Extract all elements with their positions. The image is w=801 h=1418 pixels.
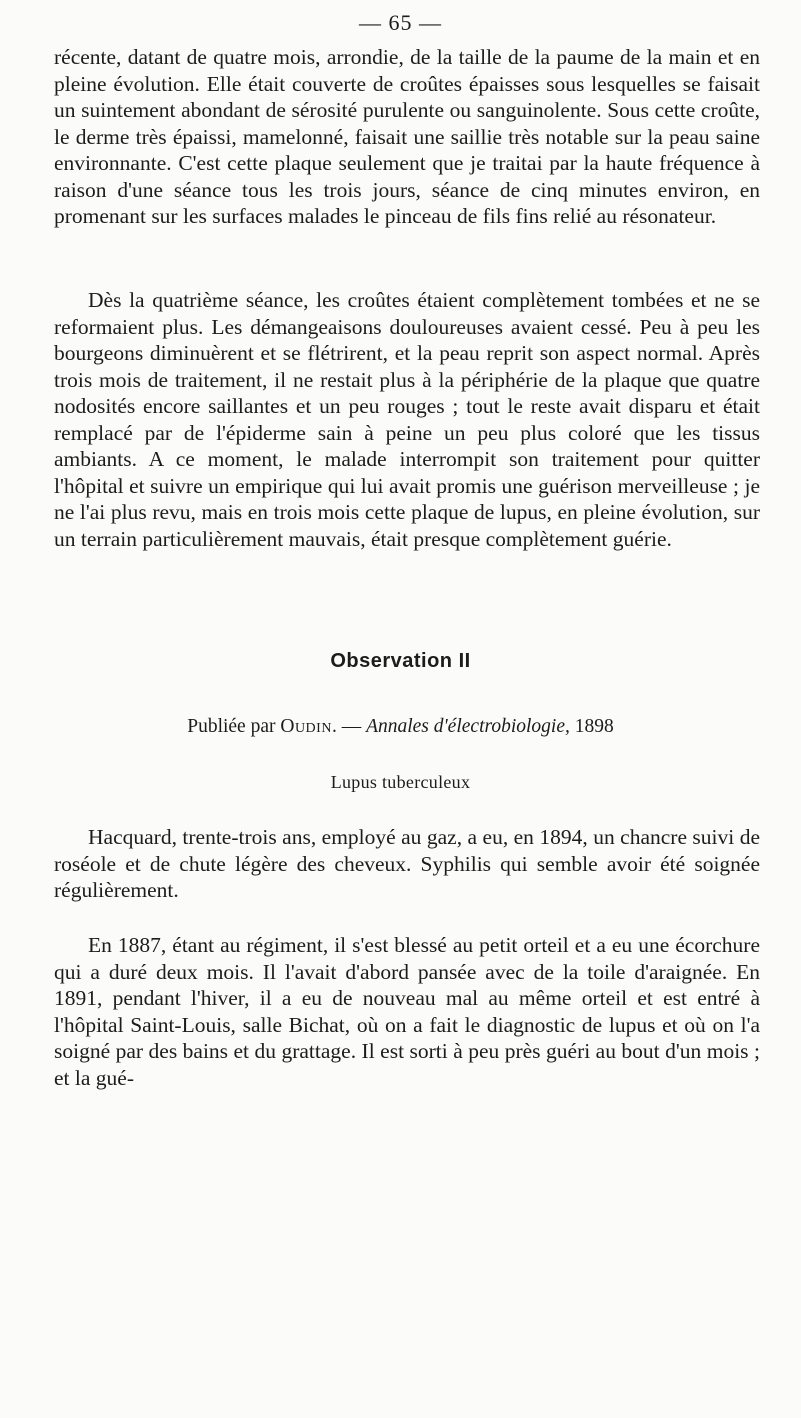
citation-separator: . — (331, 716, 362, 737)
observation-title: Observation II (330, 650, 471, 672)
citation-author: Oudin (280, 716, 332, 737)
paragraph-treatment-results: Dès la quatrième séance, les croûtes étaient complètement tombées et ne se reformaient plus. Les démangeaisons douloureuses avaient cessé. Peu à peu les bourgeons diminuèrent et se flétrirent, et la peau reprit son aspect normal. Après trois mois de traitement, il ne restait plus à la périphérie de la plaque que quatre nodosités encore saillantes et un peu rouges ; tout le reste avait disparu et était remplacé par de l'épiderme sain à peine un peu plus coloré que les tissus ambiants. A ce moment, le malade interrompit son traitement pour quitter l'hôpital et suivre un empirique qui lui avait promis une guérison merveilleuse ; je ne l'ai plus revu, mais en trois mois cette plaque de lupus, en pleine évolution, sur un terrain particulièrement mauvais, était presque complètement guérie. (54, 288, 760, 551)
paragraph-patient-history: Hacquard, trente-trois ans, employé au gaz, a eu, en 1894, un chancre suivi de roséole et de chute légère des cheveux. Syphilis qui semble avoir été soignée régulièrement. (54, 825, 760, 902)
paragraph-injury-history: En 1887, étant au régiment, il s'est blessé au petit orteil et a eu une écorchure qui a duré deux mois. Il l'avait d'abord pansée avec de la toile d'araignée. En 1891, pendant l'hiver, il a eu de nouveau mal au même orteil et est entré à l'hôpital Saint-Louis, salle Bichat, où on a fait le diagnostic de lupus et où on l'a soigné par des bains et du grattage. Il est sorti à peu près guéri au bout d'un mois ; et la gué- (54, 933, 760, 1090)
citation-prefix: Publiée par (187, 716, 276, 737)
observation-citation (0, 716, 801, 738)
page-number: — 65 — (359, 10, 442, 35)
citation-journal: Annales d'électrobiologie, (366, 716, 570, 737)
observation-subtitle: Lupus tuberculeux (330, 772, 471, 792)
citation-year: 1898 (574, 716, 614, 737)
paragraph-continuation: récente, datant de quatre mois, arrondie, de la taille de la paume de la main et en pleine évolution. Elle était couverte de croûtes épaisses sous lesquelles se faisait un suintement abondant de sérosité purulente ou sanguinolente. Sous cette croûte, le derme très épaissi, mamelonné, faisait une saillie très notable sur la peau saine environnante. C'est cette plaque seulement que je traitai par la haute fréquence à raison d'une séance tous les trois jours, séance de cinq minutes environ, en promenant sur les surfaces malades le pinceau de fils fins relié au résonateur. (54, 45, 760, 228)
